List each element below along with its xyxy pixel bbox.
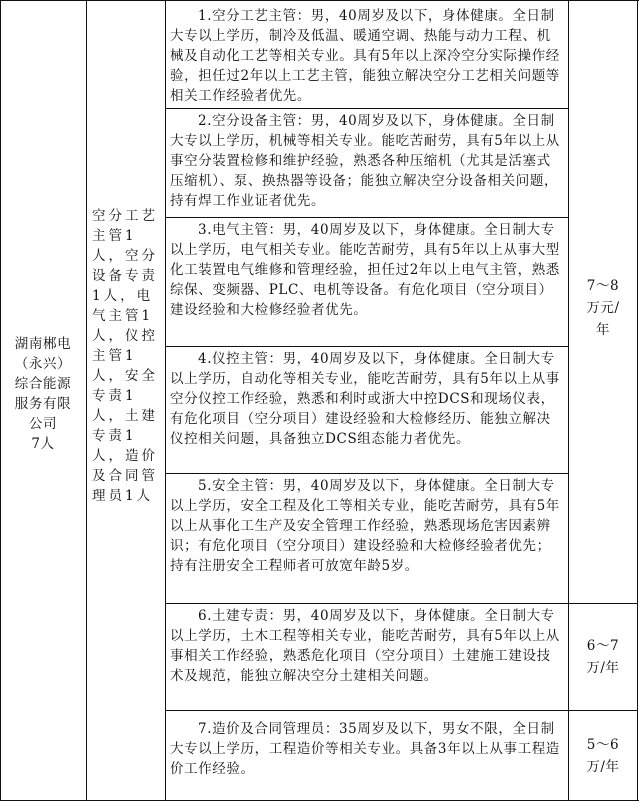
salary-line: 万元/ <box>586 300 620 316</box>
row-divider-4 <box>165 473 568 474</box>
job-description-6: 6.土建专责：男，40周岁及以下，身体健康。全日制大专以上学历，土木工程等相关专业，能吃苦耐劳，具有5年以上从事相关工作经验，熟悉危化项目（空分项目）土建施工建设技术及规范，能独立解决空分土建相关问题。 <box>170 608 560 684</box>
table-border-top <box>0 0 639 1</box>
salary-line: 5～6 <box>586 737 620 753</box>
table-border-right <box>637 0 638 801</box>
salary-line: 6～7 <box>586 638 620 654</box>
job-description-5: 5.安全主管：男，40周岁及以下，身体健康。全日制大专以上学历，安全工程及化工等相关专业，能吃苦耐劳，具有5年以上从事化工生产及安全管理工作经验，熟悉现场危害因素辨识；有危化项目（空分项目）建设经验和大检修经验者优先；持有注册安全工程师者可放宽年龄5岁。 <box>170 478 560 574</box>
table-border-left <box>0 0 1 801</box>
salary-line: 万/年 <box>586 759 620 775</box>
company-line: 服务有限 <box>14 396 72 412</box>
column-divider-2 <box>165 0 166 801</box>
salary-cell-1 <box>570 275 636 341</box>
salary-line: 万/年 <box>586 660 620 676</box>
job-description-3: 3.电气主管：男，40周岁及以下，身体健康。全日制大专以上学历，电气相关专业。能吃苦耐劳，具有5年以上从事大型化工装置电气维修和管理经验，担任过2年以上电气主管，熟悉综保、变频器、PLC、电机等设备。有危化项目（空分项目）建设经验和大检修经验者优先。 <box>170 222 560 318</box>
job-description-2: 2.空分设备主管：男，40周岁及以下，身体健康。全日制大专以上学历，机械等相关专业。能吃苦耐劳，具有5年以上从事空分装置检修和维护经验，熟悉各种压缩机（尤其是活塞式压缩机）、泵、换热器等设备；能独立解决空分设备相关问题，持有焊工作业证者优先。 <box>170 113 560 209</box>
salary-cell-3 <box>570 734 636 778</box>
company-line: （永兴） <box>14 356 72 372</box>
job-description-7: 7.造价及合同管理员：35周岁及以下，男女不限，全日制大专以上学历，工程造价等相关专业。具备3年以上从事工程造价工作经验。 <box>170 721 560 777</box>
salary-cell-2 <box>570 635 636 679</box>
job-description-4: 4.仪控主管：男，40周岁及以下，身体健康。全日制大专以上学历，自动化等相关专业，能吃苦耐劳，具有5年以上从事空分仪控工作经验，熟悉和利时或浙大中控DCS和现场仪表，有危化项目（空分项目）建设经验和大检修经历、能独立解决仪控相关问题，具备独立DCS组态能力者优先。 <box>170 351 560 447</box>
company-cell <box>2 334 84 454</box>
column-divider-1 <box>86 0 87 801</box>
positions-summary: 空分工艺主管1人，空分设备专责1人，电气主管1人，仪控主管1人，安全专责1人，土建专责1人，造价及合同管理员1人 <box>92 208 158 504</box>
company-line: 综合能源 <box>14 376 72 392</box>
salary-line: 7～8 <box>586 278 620 294</box>
row-divider-6 <box>165 710 638 711</box>
row-divider-2 <box>165 217 568 218</box>
row-divider-1 <box>165 108 568 109</box>
salary-line: 年 <box>595 322 611 338</box>
company-line: 湖南郴电 <box>14 336 72 352</box>
job-description-1: 1.空分工艺主管：男，40周岁及以下，身体健康。全日制大专以上学历，制冷及低温、暖通空调、热能与动力工程、机械及自动化工艺等相关专业。具有5年以上深冷空分实际操作经验，担任过2年以上工艺主管，能独立解决空分工艺相关问题等相关工作经验者优先。 <box>170 8 560 104</box>
row-divider-5 <box>165 603 638 604</box>
company-line: 7人 <box>31 436 55 452</box>
table-border-bottom <box>0 800 639 801</box>
column-divider-3 <box>568 0 569 801</box>
company-line: 公司 <box>28 416 58 432</box>
row-divider-3 <box>165 346 568 347</box>
